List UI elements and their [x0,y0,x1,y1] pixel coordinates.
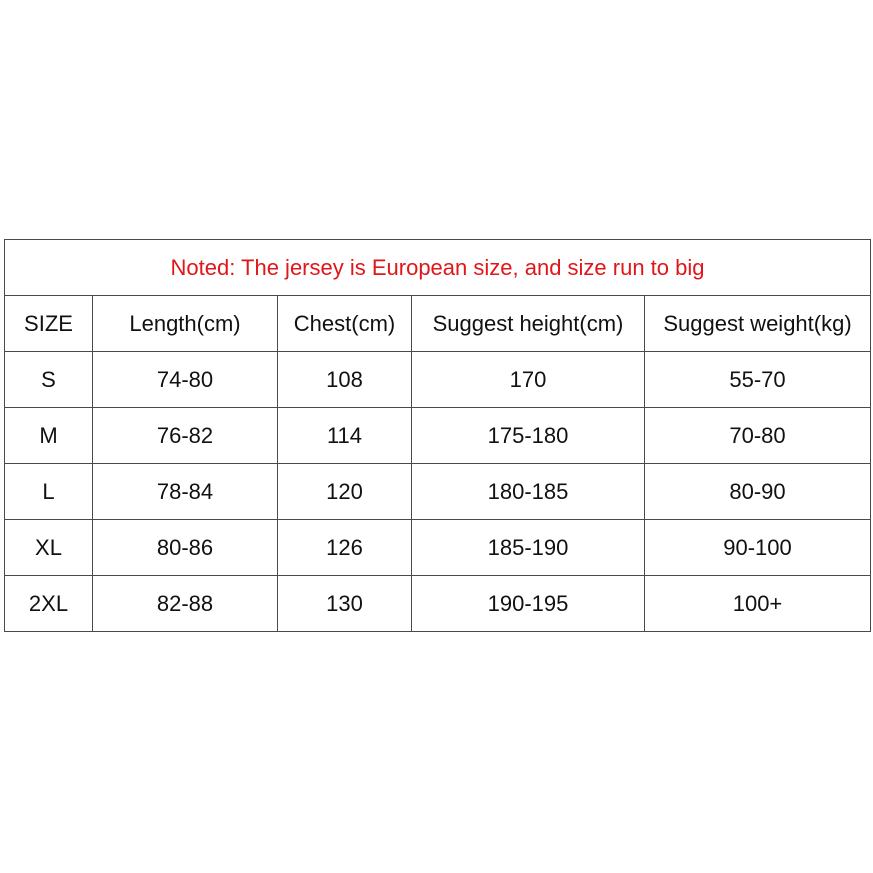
column-header-size: SIZE [5,296,93,352]
length-cell: 82-88 [93,576,278,632]
size-cell: L [5,464,93,520]
column-header-height: Suggest height(cm) [412,296,645,352]
height-cell: 170 [412,352,645,408]
table-row [5,464,871,520]
size-cell: M [5,408,93,464]
height-cell: 175-180 [412,408,645,464]
weight-cell: 55-70 [645,352,871,408]
note-row [5,240,871,296]
length-cell: 80-86 [93,520,278,576]
chest-cell: 108 [278,352,412,408]
column-header-weight: Suggest weight(kg) [645,296,871,352]
column-header-chest: Chest(cm) [278,296,412,352]
length-cell: 78-84 [93,464,278,520]
column-header-length: Length(cm) [93,296,278,352]
weight-cell: 90-100 [645,520,871,576]
chest-cell: 120 [278,464,412,520]
height-cell: 180-185 [412,464,645,520]
length-cell: 74-80 [93,352,278,408]
weight-cell: 70-80 [645,408,871,464]
size-cell: 2XL [5,576,93,632]
size-cell: XL [5,520,93,576]
weight-cell: 80-90 [645,464,871,520]
table-row [5,408,871,464]
header-row [5,296,871,352]
length-cell: 76-82 [93,408,278,464]
chest-cell: 114 [278,408,412,464]
table-row [5,520,871,576]
size-cell: S [5,352,93,408]
size-chart-table [4,239,871,632]
height-cell: 190-195 [412,576,645,632]
table-row [5,352,871,408]
weight-cell: 100+ [645,576,871,632]
size-note: Noted: The jersey is European size, and size run to big [5,240,871,296]
chest-cell: 126 [278,520,412,576]
height-cell: 185-190 [412,520,645,576]
table-row [5,576,871,632]
chest-cell: 130 [278,576,412,632]
